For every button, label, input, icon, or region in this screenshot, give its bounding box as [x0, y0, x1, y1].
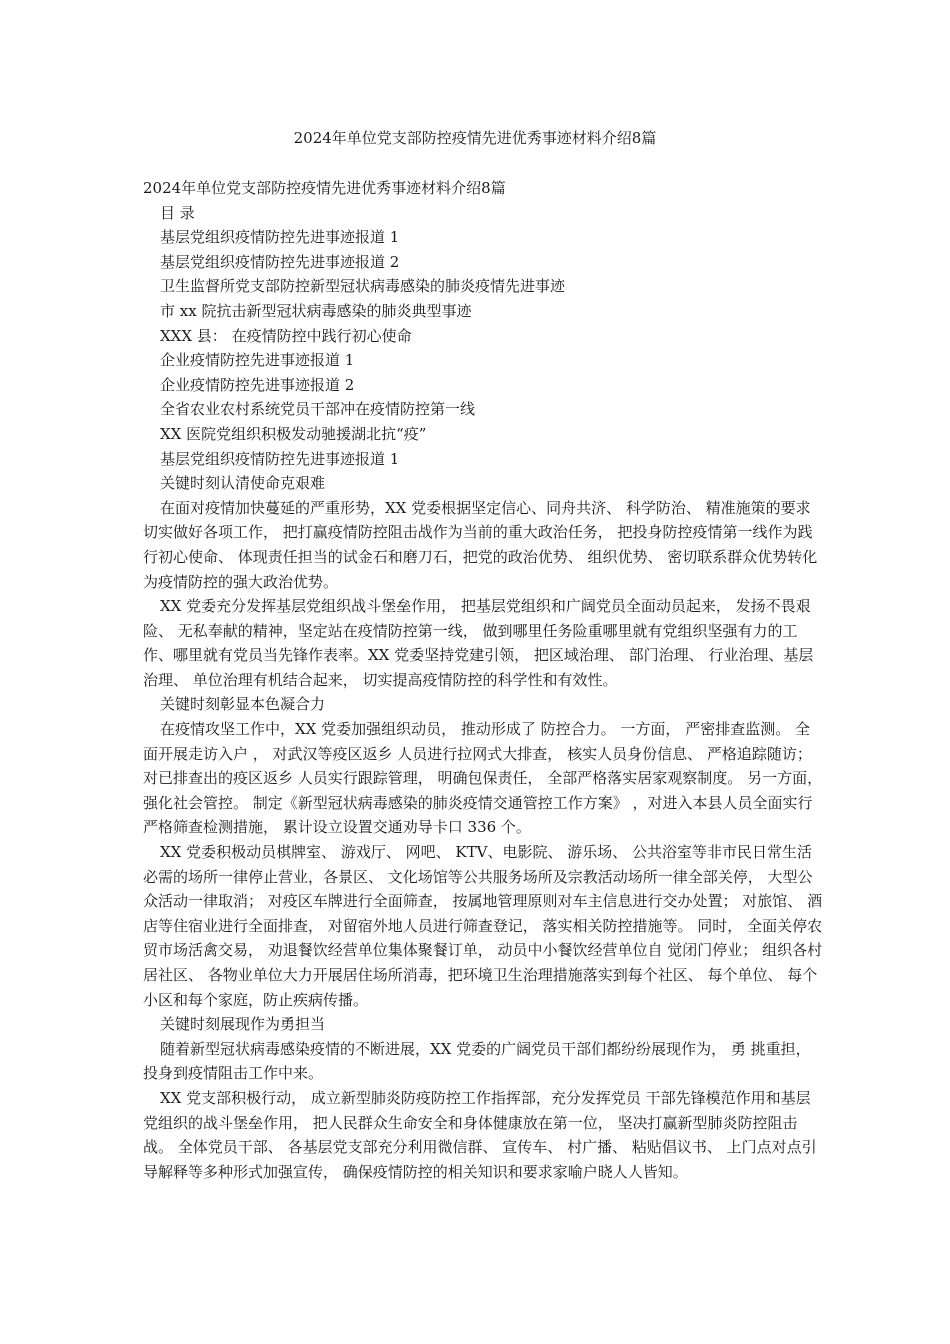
- section: [143, 692, 823, 1012]
- toc-item: 企业疫情防控先进事迹报道 2: [160, 375, 355, 394]
- toc-item: 基层党组织疫情防控先进事迹报道 1: [160, 228, 400, 247]
- toc-label: 目 录: [160, 203, 195, 222]
- toc-item: 企业疫情防控先进事迹报道 1: [160, 351, 355, 370]
- section: [143, 1012, 823, 1184]
- toc-item: 基层党组织疫情防控先进事迹报道 2: [160, 252, 400, 271]
- toc-item: XXX 县： 在疫情防控中践行初心使命: [160, 326, 412, 345]
- toc-item: 卫生监督所党支部防控新型冠状病毒感染的肺炎疫情先进事迹: [160, 277, 566, 296]
- section-heading: 关键时刻彰显本色凝合力: [160, 695, 326, 714]
- article-title: 基层党组织疫情防控先进事迹报道 1: [160, 449, 400, 468]
- section-heading: 关键时刻展现作为勇担当: [160, 1015, 326, 1034]
- document-body: [143, 176, 823, 1184]
- toc-item: 市 xx 院抗击新型冠状病毒感染的肺炎典型事迹: [160, 301, 472, 320]
- toc-item: 全省农业农村系统党员干部冲在疫情防控第一线: [160, 400, 476, 419]
- paragraph: XX 党委充分发挥基层党组织战斗堡垒作用， 把基层党组织和广阔党员全面动员起来， 发扬不畏艰险、 无私奉献的精神，坚定站在疫情防控第一线， 做到哪里任务险重哪里就有党组织坚强有力的工作、哪里就有党员当先锋作表率。XX 党委坚持党建引领， 把区域治理、 部门治理、 行业治理、基层治理、 单位治理有机结合起来， 切实提高疫情防控的科学性和有效性。: [143, 597, 814, 689]
- section: [143, 471, 823, 692]
- document-subtitle: 2024年单位党支部防控疫情先进优秀事迹材料介绍8篇: [143, 179, 506, 197]
- toc-item: XX 医院党组织积极发动驰援湖北抗“疫”: [160, 424, 427, 443]
- paragraph: XX 党委积极动员棋牌室、 游戏厅、 网吧、 KTV、电影院、 游乐场、 公共浴室等非市民日常生活必需的场所一律停止营业，各景区、 文化场馆等公共服务场所及宗教活动场所一律全部关停， 大型公众活动一律取消； 对疫区车牌进行全面筛查， 按属地管理原则对车主信息进行交办处置； 对旅馆、 酒店等住宿业进行全面排查， 对留宿外地人员进行筛查登记， 落实相关防控措施等。 同时， 全面关停农贸市场活禽交易， 劝退餐饮经营单位集体聚餐订单， 动员中小餐饮经营单位自 觉闭门停业； 组织各村居社区、 各物业单位大力开展居住场所消毒，把环境卫生治理措施落实到每个社区、 每个单位、 每个小区和每个家庭，防止疾病传播。: [143, 843, 823, 1009]
- paragraph: XX 党支部积极行动， 成立新型肺炎防疫防控工作指挥部，充分发挥党员 干部先锋模范作用和基层党组织的战斗堡垒作用， 把人民群众生命安全和身体健康放在第一位， 坚决打赢新型肺炎防控阻击战。 全体党员干部、 各基层党支部充分利用微信群、 宣传车、 村广播、 粘贴倡议书、 上门点对点引 导解释等多种形式加强宣传， 确保疫情防控的相关知识和要求家喻户晓人人皆知。: [143, 1088, 817, 1181]
- table-of-contents: [143, 225, 823, 446]
- paragraph: 随着新型冠状病毒感染疫情的不断进展，XX 党委的广阔党员干部们都纷纷展现作为， 勇 挑重担， 投身到疫情阻击工作中来。: [143, 1039, 811, 1083]
- paragraph: 在疫情攻坚工作中，XX 党委加强组织动员， 推动形成了 防控合力。 一方面， 严密排查监测。 全面开展走访入户 ， 对武汉等疫区返乡 人员进行拉网式大排查， 核实人员身份信息、 严格追踪随访； 对已排查出的疫区返乡 人员实行跟踪管理， 明确包保责任， 全部严格落实居家观察制度。 另一方面， 强化社会管控。 制定《新型冠状病毒感染的肺炎疫情交通管控工作方案》 ，对进入本县人员全面实行严格筛查检测措施， 累计设立设置交通劝导卡口 336 个。: [143, 720, 823, 837]
- section-heading: 关键时刻认清使命克艰难: [160, 474, 326, 493]
- page-title: 2024年单位党支部防控疫情先进优秀事迹材料介绍8篇: [293, 129, 657, 147]
- paragraph: 在面对疫情加快蔓延的严重形势，XX 党委根据坚定信心、同舟共济、 科学防治、 精准施策的要求切实做好各项工作， 把打赢疫情防控阻击战作为当前的重大政治任务， 把投身防控疫情第一线作为践行初心使命、 体现责任担当的试金石和磨刀石，把党的政治优势、 组织优势、 密切联系群众优势转化为疫情防控的强大政治优势。: [143, 498, 818, 591]
